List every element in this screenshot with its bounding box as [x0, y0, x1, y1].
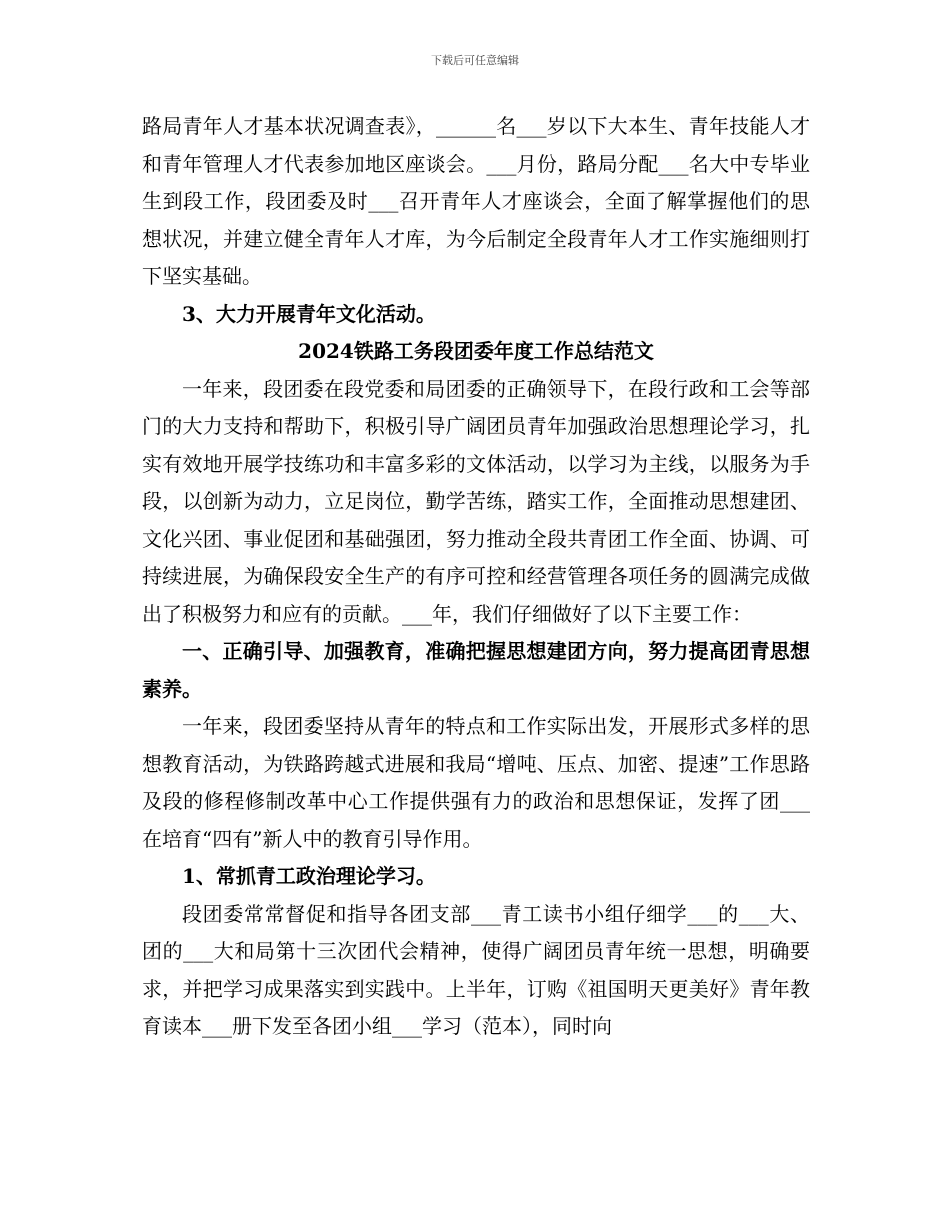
document-body — [142, 108, 810, 1046]
paragraph-survey-continuation: 路局青年人才基本状况调查表》，______名___岁以下大本生、青年技能人才和青年管理人才代表参加地区座谈会。___月份，路局分配___名大中专毕业生到段工作，段团委及时___召开青年人才座谈会，全面了解掌握他们的思想状况，并建立健全青年人才库，为今后制定全段青年人才工作实施细则打下坚实基础。 — [142, 114, 810, 288]
page-header: 下载后可任意编辑 — [431, 54, 519, 67]
heading-theory-study: 1、常抓青工政治理论学习。 — [182, 864, 436, 888]
heading-section-one: 一、正确引导、加强教育，准确把握思想建团方向，努力提高团青思想素养。 — [142, 639, 810, 701]
heading-culture-activities: 3、大力开展青年文化活动。 — [182, 301, 436, 326]
document-title: 2024铁路工务段团委年度工作总结范文 — [298, 339, 654, 363]
paragraph-education: 一年来，段团委坚持从青年的特点和工作实际出发，开展形式多样的思想教育活动，为铁路跨越式进展和我局“增吨、压点、加密、提速”工作思路及段的修程修制改革中心工作提供强有力的政治和思想保证，发挥了团___在培育“四有”新人中的教育引导作用。 — [142, 714, 810, 851]
paragraph-study-details: 段团委常常督促和指导各团支部___青工读书小组仔细学___的___大、团的___大和局第十三次团代会精神，使得广阔团员青年统一思想，明确要求，并把学习成果落实到实践中。上半年，订购《祖国明天更美好》青年教育读本___册下发至各团小组___学习（范本），同时向 — [142, 901, 810, 1038]
paragraph-intro: 一年来，段团委在段党委和局团委的正确领导下，在段行政和工会等部门的大力支持和帮助下，积极引导广阔团员青年加强政治思想理论学习，扎实有效地开展学技练功和丰富多彩的文体活动，以学习为主线，以服务为手段，以创新为动力，立足岗位，勤学苦练，踏实工作，全面推动思想建团、文化兴团、事业促团和基础强团，努力推动全段共青团工作全面、协调、可持续进展，为确保段安全生产的有序可控和经营管理各项任务的圆满完成做出了积极努力和应有的贡献。___年，我们仔细做好了以下主要工作： — [142, 376, 810, 626]
